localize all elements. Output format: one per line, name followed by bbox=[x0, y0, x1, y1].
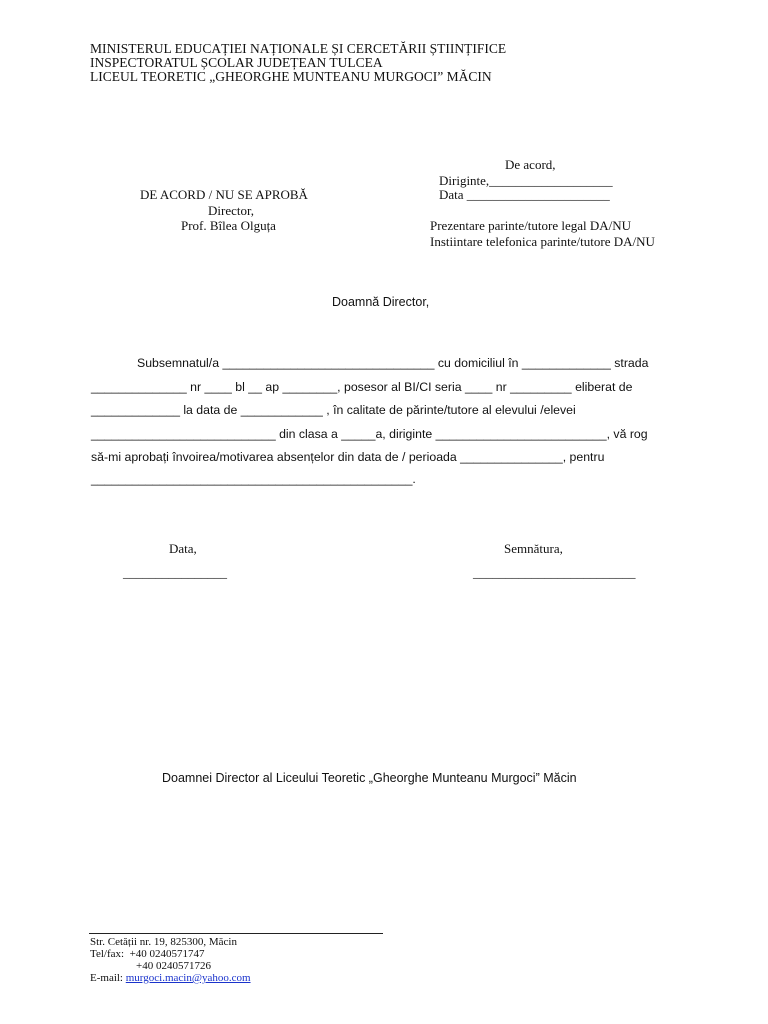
phone-1: +40 0240571747 bbox=[129, 948, 205, 960]
director-role: Director, bbox=[208, 203, 255, 218]
instiintare-line: Instiintare telefonica parinte/tutore DA/NU bbox=[430, 234, 655, 249]
ministry-line: MINISTERUL EDUCAȚIEI NAȚIONALE ȘI CERCETĂRII ȘTIINȚIFICE bbox=[90, 41, 507, 56]
email-label: E-mail: bbox=[90, 972, 123, 984]
inspectorate-line: INSPECTORATUL ȘCOLAR JUDEȚEAN TULCEA bbox=[90, 55, 383, 70]
footer-telfax-row bbox=[90, 948, 205, 960]
diriginte-field: Diriginte,___________________ bbox=[439, 173, 613, 188]
approval-label: DE ACORD / NU SE APROBĂ bbox=[140, 187, 308, 202]
body-line-1: Subsemnatul/a _______________________________ cu domiciliul în _____________ strada bbox=[137, 356, 649, 370]
addressee: Doamnei Director al Liceului Teoretic „Gheorghe Munteanu Murgoci” Măcin bbox=[162, 771, 577, 785]
footer-email-row bbox=[90, 972, 251, 984]
agree-label: De acord, bbox=[505, 157, 556, 172]
salutation: Doamnă Director, bbox=[332, 295, 430, 309]
body-line-6: _______________________________________________. bbox=[91, 472, 416, 486]
prezentare-line: Prezentare parinte/tutore legal DA/NU bbox=[430, 218, 632, 233]
body-line-5: să-mi aprobați învoirea/motivarea absențelor din data de / perioada _______________, pentru bbox=[91, 450, 605, 464]
signature-label: Semnătura, bbox=[504, 541, 563, 556]
date-label: Data, bbox=[169, 541, 197, 556]
director-name: Prof. Bîlea Olguța bbox=[181, 218, 276, 233]
date-field: Data ______________________ bbox=[439, 187, 610, 202]
body-line-2: ______________ nr ____ bl __ ap ________, posesor al BI/CI seria ____ nr _________ eliberat de bbox=[91, 380, 633, 394]
signature-line: _________________________ bbox=[473, 565, 636, 580]
body-line-3: _____________ la data de ____________ , în calitate de părinte/tutore al elevului /elevei bbox=[91, 403, 576, 417]
telfax-label: Tel/fax: bbox=[90, 948, 125, 960]
phone-2: +40 0240571726 bbox=[136, 960, 211, 972]
email-link[interactable]: murgoci.macin@yahoo.com bbox=[125, 972, 251, 984]
date-signature-line: ________________ bbox=[123, 565, 227, 580]
body-line-4: ___________________________ din clasa a _____a, diriginte _________________________, vă rog bbox=[91, 427, 648, 441]
footer-rule bbox=[89, 933, 383, 934]
footer-address: Str. Cetății nr. 19, 825300, Măcin bbox=[90, 936, 237, 948]
school-line: LICEUL TEORETIC „GHEORGHE MUNTEANU MURGOCI” MĂCIN bbox=[90, 69, 492, 84]
